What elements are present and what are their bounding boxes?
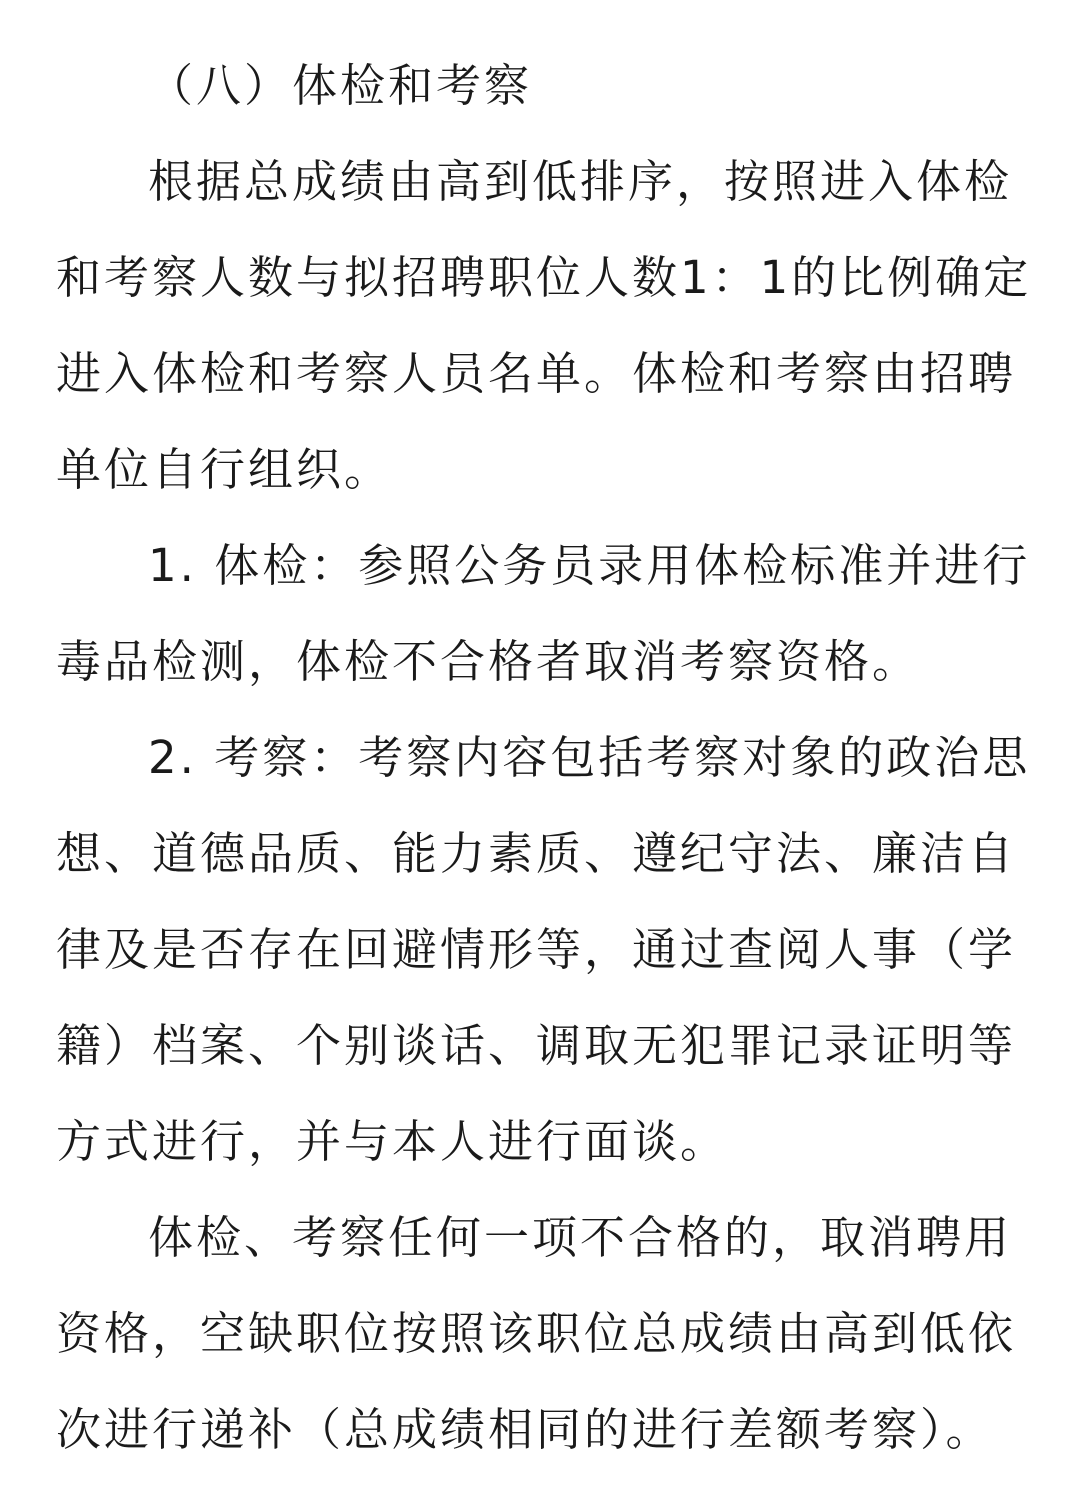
text-line: 体检、考察任何一项不合格的，取消聘用 [148,1211,1013,1264]
text-line: 2. 考察：考察内容包括考察对象的政治思 [148,731,1031,784]
text-line: 籍）档案、个别谈话、调取无犯罪记录证明等 [56,1019,1017,1072]
text-line: 和考察人数与拟招聘职位人数1：1的比例确定 [56,251,1032,304]
text-line: 进入体检和考察人员名单。体检和考察由招聘 [56,347,1017,400]
text-line: 根据总成绩由高到低排序，按照进入体检 [148,155,1013,208]
text-line: 毒品检测，体检不合格者取消考察资格。 [56,635,921,688]
paragraph-closing [56,1190,1026,1478]
text-line: 次进行递补（总成绩相同的进行差额考察）。 [56,1403,994,1456]
text-line: 方式进行，并与本人进行面谈。 [56,1115,729,1168]
paragraph-intro [56,134,1032,518]
text-line: 资格，空缺职位按照该职位总成绩由高到低依 [56,1307,1017,1360]
paragraph-item-1 [56,518,1031,710]
text-line: 1. 体检：参照公务员录用体检标准并进行 [148,539,1031,592]
document-body [56,38,1032,1478]
paragraph-item-2 [56,710,1031,1190]
text-line: 单位自行组织。 [56,443,393,496]
section-heading: （八）体检和考察 [148,59,533,112]
text-line: 律及是否存在回避情形等，通过查阅人事（学 [56,923,1017,976]
text-line: 想、道德品质、能力素质、遵纪守法、廉洁自 [56,827,1017,880]
